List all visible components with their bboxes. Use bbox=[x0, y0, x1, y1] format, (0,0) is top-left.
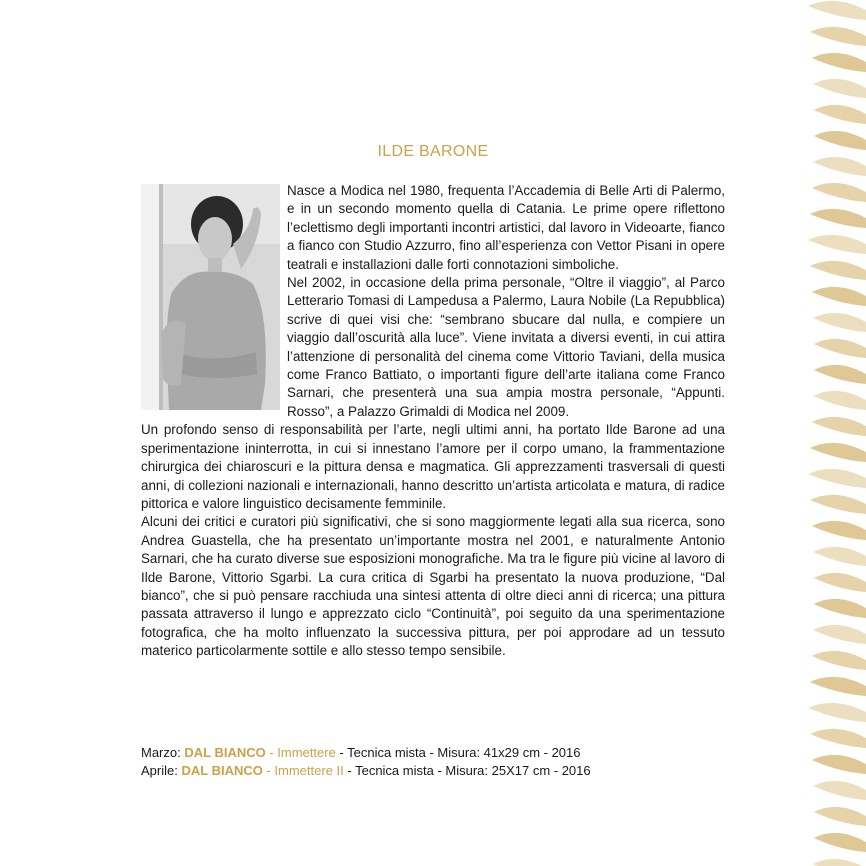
fern-leaflet bbox=[810, 209, 866, 228]
fern-leaflet bbox=[813, 781, 866, 800]
works-list bbox=[141, 744, 741, 780]
fern-leaflet bbox=[812, 755, 866, 774]
fern-decoration bbox=[796, 0, 866, 866]
artist-portrait-photo bbox=[141, 184, 280, 410]
fern-leaflet bbox=[813, 625, 866, 644]
page-title: ILDE BARONE bbox=[377, 143, 489, 160]
fern-leaflet bbox=[813, 547, 866, 566]
fern-leaflet bbox=[812, 287, 866, 306]
fern-leaflet bbox=[810, 27, 866, 46]
work-details: - Tecnica mista - Misura: 25X17 cm - 2016 bbox=[343, 763, 591, 778]
fern-leaflet bbox=[813, 313, 866, 332]
fern-leaflet bbox=[808, 235, 866, 254]
fern-leaflet bbox=[810, 261, 866, 280]
bio-paragraph-3: Un profondo senso di responsabilità per l’arte, negli ultimi anni, ha portato Ilde Barone ad una sperimentazione ininterrotta, in cui si innestano l’amore per il corpo umano, la frammentazione chirurgica dei chiaroscuri e la pittura densa e magmatica. Gli apprezzamenti trasversali di questi anni, di collezioni nazionali e internazionali, hanno descritto un’artista articolata e matura, di radice pittorica e valore linguistico decisamente femminile. bbox=[141, 422, 725, 511]
work-title: - Immettere bbox=[265, 745, 336, 760]
fern-leaflet bbox=[812, 183, 866, 202]
fern-leaflet bbox=[814, 365, 866, 384]
fern-leaflet bbox=[810, 495, 866, 514]
bio-paragraph-1: Nasce a Modica nel 1980, frequenta l’Accademia di Belle Arti di Palermo, e in un secondo momento quella di Catania. Le prime opere riflettono l’eclettismo degli importanti incontri artistici, dal lavoro in Videoarte, fianco a fianco con Studio Azzurro, fino all’esperienza con Vettor Pisani in opere teatrali e installazioni dalle forti connotazioni simboliche. bbox=[287, 183, 725, 272]
fern-leaflet bbox=[814, 807, 866, 826]
work-month: Aprile: bbox=[141, 763, 178, 778]
work-item bbox=[141, 744, 741, 762]
fern-leaflet bbox=[814, 339, 866, 358]
work-item bbox=[141, 762, 741, 780]
fern-leaflet bbox=[808, 703, 866, 722]
fern-leaflet bbox=[808, 1, 866, 20]
fern-leaflet bbox=[813, 391, 866, 410]
fern-leaflet bbox=[808, 469, 866, 488]
work-details: - Tecnica mista - Misura: 41x29 cm - 2016 bbox=[335, 745, 581, 760]
work-title: - Immettere II bbox=[262, 763, 344, 778]
fern-leaflet bbox=[810, 443, 866, 462]
fern-leaflet bbox=[810, 729, 866, 748]
bio-paragraph-4: Alcuni dei critici e curatori più significativi, che si sono maggiormente legati alla sua ricerca, sono Andrea Guastella, che ha presentato un’importante mostra nel 2001, e naturalmente Antonio Sarnari, che ha curato diverse sue esposizioni monografiche. Ma tra le figure più vicine al lavoro di Ilde Barone, Vittorio Sgarbi. La cura critica di Sgarbi ha presentato la nuova produzione, “Dal bianco”, che si può pensare racchiuda una sintesi attenta di oltre dieci anni di ricerca; una pittura passata attraverso il lungo e apprezzato ciclo “Continuità”, poi seguito da una sperimentazione fotografica, che ha molto influenzato la successiva pittura, per poi approdare ad un tessuto materico particolarmente sottile e allo stesso tempo sensibile. bbox=[141, 514, 725, 659]
fern-leaflet bbox=[812, 651, 866, 670]
work-month: Marzo: bbox=[141, 745, 181, 760]
fern-leaflet bbox=[812, 53, 866, 72]
fern-leaflet bbox=[810, 677, 866, 696]
fern-leaflet bbox=[813, 79, 866, 98]
work-series: DAL BIANCO bbox=[181, 763, 263, 778]
fern-leaflet bbox=[812, 521, 866, 540]
fern-leaflet bbox=[814, 105, 866, 124]
fern-leaflet bbox=[812, 417, 866, 436]
bio-paragraph-2: Nel 2002, in occasione della prima personale, “Oltre il viaggio”, al Parco Letterario Tomasi di Lampedusa a Palermo, Laura Nobile (La Repubblica) scrive di quei visi che: “sembrano sbucare dal nulla, e compiere un viaggio dall’oscurità alla luce”. Viene invitata a diversi eventi, in cui attira l’attenzione di personalità del cinema come Vittorio Taviani, della musica come Franco Battiato, o importanti figure dell’arte italiana come Franco Sarnari, che presenterà una sua ampia mostra personale, “Appunti. Rosso”, a Palazzo Grimaldi di Modica nel 2009. bbox=[287, 275, 725, 419]
fern-leaflet bbox=[814, 833, 866, 852]
fern-leaflet bbox=[813, 859, 866, 866]
fern-leaflet bbox=[814, 599, 866, 618]
fern-leaflet bbox=[814, 573, 866, 592]
work-series: DAL BIANCO bbox=[184, 745, 266, 760]
biography-text bbox=[141, 182, 725, 661]
